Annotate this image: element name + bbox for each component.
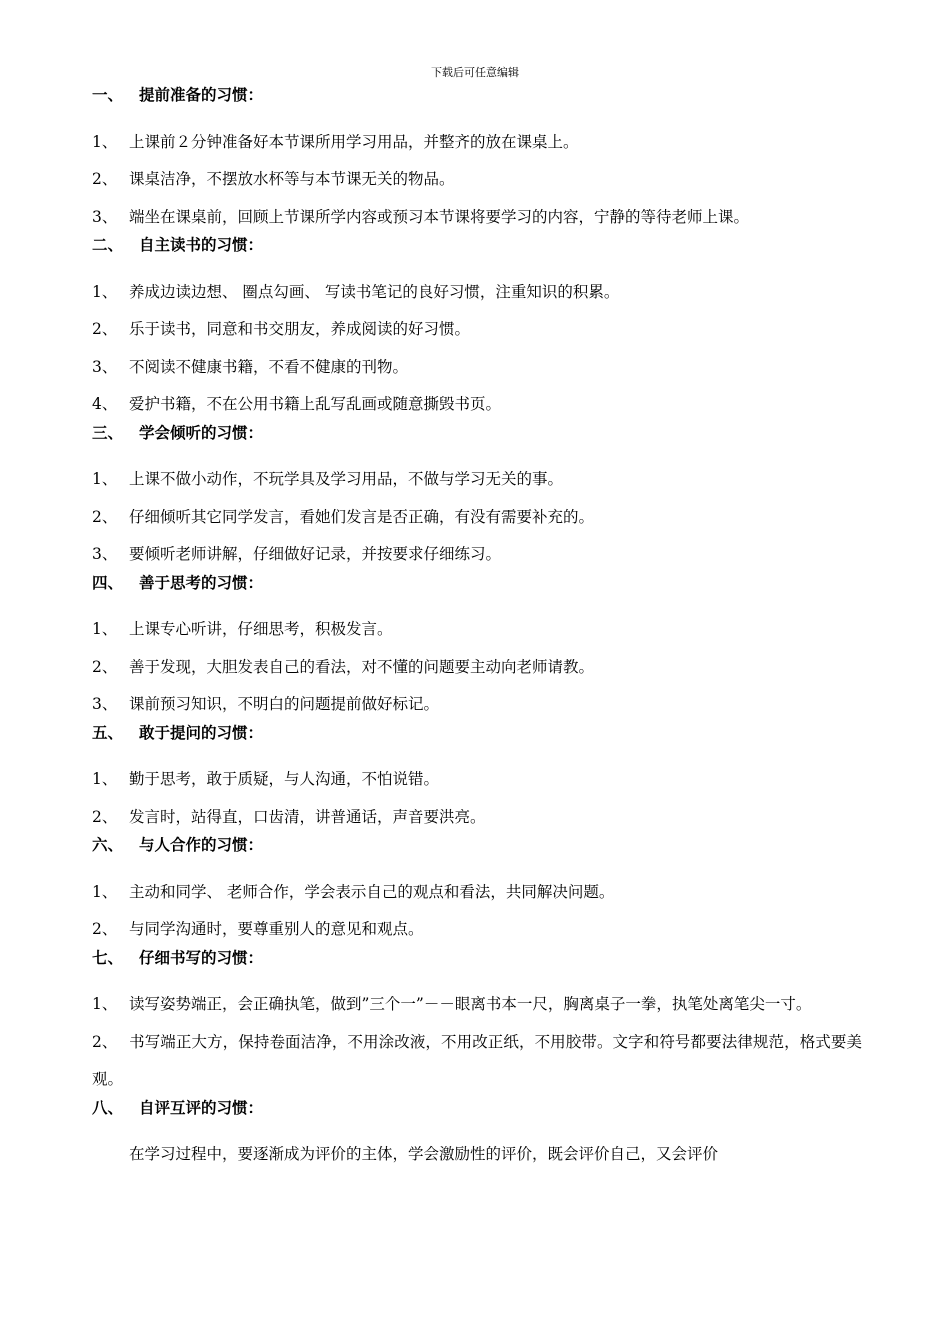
list-item-number: 1、 xyxy=(92,882,118,901)
section-title: 提前准备的习惯： xyxy=(139,86,264,104)
list-item-text: 乐于读书，同意和书交朋友，养成阅读的好习惯。 xyxy=(129,320,471,338)
list-item-text: 读写姿势端正，会正确执笔，做到”三个一”－－眼离书本一尺，胸离桌子一拳，执笔处离笔尖一寸。 xyxy=(129,995,812,1013)
section-heading xyxy=(92,836,862,874)
list-item xyxy=(92,686,862,724)
list-item-number: 1、 xyxy=(92,770,118,788)
list-item xyxy=(92,1024,862,1099)
list-item-text: 勤于思考，敢于质疑，与人沟通，不怕说错。 xyxy=(129,770,440,788)
list-item-text: 爱护书籍，不在公用书籍上乱写乱画或随意撕毁书页。 xyxy=(129,395,502,413)
list-item-number: 2、 xyxy=(92,657,118,676)
list-item-number: 2、 xyxy=(92,320,118,338)
section-title: 善于思考的习惯： xyxy=(139,573,264,592)
list-item-text: 上课专心听讲，仔细思考，积极发言。 xyxy=(129,620,393,638)
section-title: 仔细书写的习惯： xyxy=(139,948,264,967)
list-item-text: 主动和同学、 老师合作，学会表示自己的观点和看法，共同解决问题。 xyxy=(129,882,615,901)
list-item-number: 1、 xyxy=(92,620,118,638)
list-item-text: 不阅读不健康书籍，不看不健康的刊物。 xyxy=(129,357,409,376)
list-item-text: 端坐在课桌前，回顾上节课所学内容或预习本节课将要学习的内容，宁静的等待老师上课。 xyxy=(129,207,750,226)
section-title: 敢于提问的习惯： xyxy=(139,723,264,742)
list-item-number: 2、 xyxy=(92,507,118,526)
list-item-number: 1、 xyxy=(92,282,118,301)
list-item-number: 3、 xyxy=(92,695,118,713)
list-item-text: 课前预习知识，不明白的问题提前做好标记。 xyxy=(129,695,440,713)
list-item xyxy=(92,161,862,199)
section-heading xyxy=(92,574,862,612)
list-item-number: 3、 xyxy=(92,357,118,376)
section-paragraph: 在学习过程中，要逐渐成为评价的主体，学会激励性的评价，既会评价自己，又会评价 xyxy=(129,1145,719,1163)
section-number: 七、 xyxy=(92,948,124,967)
section xyxy=(92,724,862,837)
section-heading xyxy=(92,1099,862,1137)
section-number: 六、 xyxy=(92,836,124,854)
list-item xyxy=(92,874,862,912)
section-number: 二、 xyxy=(92,236,124,254)
section-number: 五、 xyxy=(92,723,124,742)
list-item-number: 2、 xyxy=(92,807,118,826)
section-number: 四、 xyxy=(92,573,124,592)
list-item xyxy=(92,349,862,387)
section-number: 八、 xyxy=(92,1098,124,1117)
document-body xyxy=(92,86,862,1174)
list-item-number: 4、 xyxy=(92,395,118,413)
section-title: 自主读书的习惯： xyxy=(139,236,264,254)
list-item-number: 1、 xyxy=(92,995,118,1013)
section-title: 与人合作的习惯： xyxy=(139,836,264,854)
list-item-number: 2、 xyxy=(92,920,118,938)
section-heading xyxy=(92,86,862,124)
section-title: 自评互评的习惯： xyxy=(139,1098,264,1117)
page-header: 下载后可任意编辑 xyxy=(431,66,519,79)
section xyxy=(92,836,862,949)
list-item-text: 上课不做小动作，不玩学具及学习用品，不做与学习无关的事。 xyxy=(129,470,564,488)
list-item-text: 上课前２分钟准备好本节课所用学习用品，并整齐的放在课桌上。 xyxy=(129,132,579,151)
section xyxy=(92,86,862,236)
list-item xyxy=(92,199,862,237)
list-item xyxy=(92,499,862,537)
section xyxy=(92,236,862,424)
list-item-number: 3、 xyxy=(92,207,118,226)
list-item-number: 2、 xyxy=(92,1032,118,1051)
list-item xyxy=(92,649,862,687)
section-heading xyxy=(92,724,862,762)
list-item-text: 仔细倾听其它同学发言，看她们发言是否正确，有没有需要补充的。 xyxy=(129,507,595,526)
list-item-text: 要倾听老师讲解，仔细做好记录，并按要求仔细练习。 xyxy=(129,545,502,563)
list-item-text: 养成边读边想、 圈点勾画、 写读书笔记的良好习惯，注重知识的积累。 xyxy=(129,282,620,301)
list-item xyxy=(92,911,862,949)
list-item xyxy=(92,124,862,162)
list-item-text: 书写端正大方，保持卷面洁净，不用涂改液，不用改正纸，不用胶带。文字和符号都要法律规范，格式要美观。 xyxy=(92,1032,862,1088)
section-title: 学会倾听的习惯： xyxy=(139,423,264,442)
list-item-number: 2、 xyxy=(92,170,118,188)
section xyxy=(92,574,862,724)
list-item-text: 发言时，站得直，口齿清，讲普通话，声音要洪亮。 xyxy=(129,807,486,826)
section-number: 三、 xyxy=(92,423,124,442)
list-item xyxy=(92,536,862,574)
section-heading xyxy=(92,236,862,274)
list-item xyxy=(92,274,862,312)
list-item xyxy=(92,461,862,499)
list-item xyxy=(92,386,862,424)
section-heading xyxy=(92,424,862,462)
section-heading xyxy=(92,949,862,987)
list-item xyxy=(92,799,862,837)
list-item-text: 善于发现，大胆发表自己的看法，对不懂的问题要主动向老师请教。 xyxy=(129,657,595,676)
list-item xyxy=(92,611,862,649)
section xyxy=(92,424,862,574)
list-item-text: 课桌洁净，不摆放水杯等与本节课无关的物品。 xyxy=(129,170,455,188)
list-item-number: 1、 xyxy=(92,470,118,488)
list-item-text: 与同学沟通时，要尊重别人的意见和观点。 xyxy=(129,920,424,938)
section xyxy=(92,1099,862,1174)
list-item xyxy=(92,761,862,799)
section-number: 一、 xyxy=(92,86,124,104)
section xyxy=(92,949,862,1099)
list-item-number: 3、 xyxy=(92,545,118,563)
list-item xyxy=(92,986,862,1024)
list-item-number: 1、 xyxy=(92,132,118,151)
list-item xyxy=(92,311,862,349)
